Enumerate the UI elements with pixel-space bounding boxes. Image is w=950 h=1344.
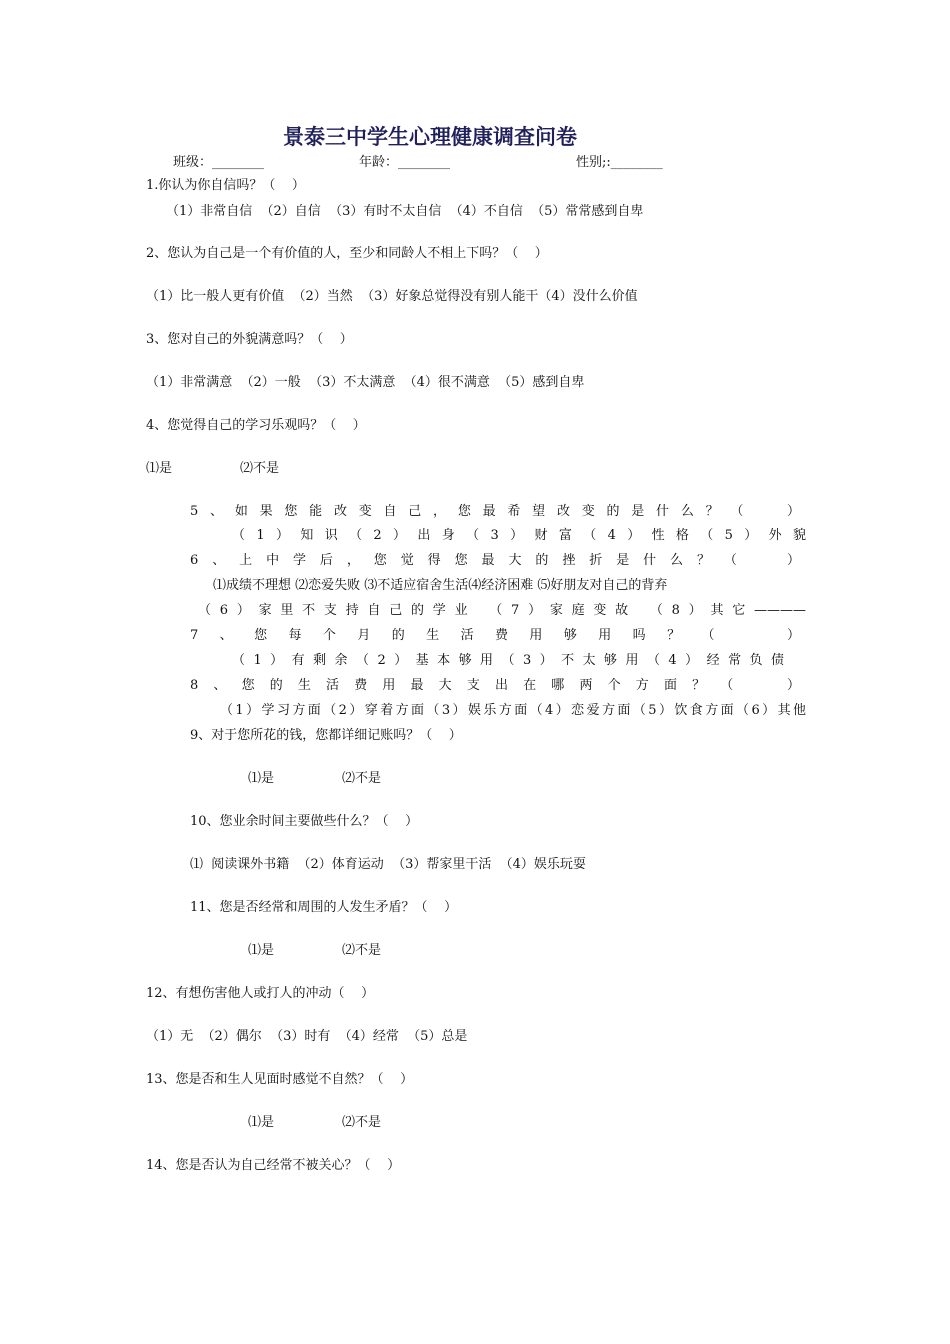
question-11: 11、您是否经常和周围的人发生矛盾？（ ）	[190, 900, 458, 915]
question-4-option-yes: ⑴是	[146, 461, 173, 476]
question-10: 10、您业余时间主要做些什么？（ ）	[190, 814, 419, 829]
class-field-label: 班级：________	[173, 155, 265, 170]
question-12-options: （1）无 （2）偶尔 （3）时有 （4）经常 （5）总是	[146, 1029, 468, 1044]
question-8: 8、您的生活费用最大支出在哪两个方面？（ ）	[190, 678, 800, 693]
question-4-option-no: ⑵不是	[240, 461, 280, 476]
question-8-options: （1）学习方面（2）穿着方面（3）娱乐方面（4）恋爱方面（5）饮食方面（6）其他	[220, 703, 806, 718]
question-3: 3、您对自己的外貌满意吗？（ ）	[146, 332, 353, 347]
question-10-options: ⑴ 阅读课外书籍 （2）体育运动 （3）帮家里干活 （4）娱乐玩耍	[190, 857, 586, 872]
question-6-options-a: ⑴成绩不理想 ⑵恋爱失败 ⑶不适应宿舍生活⑷经济困难 ⑸好朋友对自己的背弃	[213, 578, 668, 593]
age-field-label: 年龄：________	[359, 155, 451, 170]
question-3-options: （1）非常满意 （2）一般 （3）不太满意 （4）很不满意 （5）感到自卑	[146, 375, 585, 390]
question-9-option-no: ⑵不是	[342, 771, 382, 786]
page-title: 景泰三中学生心理健康调查问卷	[283, 125, 577, 149]
question-7-options: （1）有剩余（2）基本够用（3）不太够用（4）经常负债	[232, 653, 784, 668]
question-1-options: （1）非常自信 （2）自信 （3）有时不太自信 （4）不自信 （5）常常感到自卑	[166, 204, 644, 219]
question-2-options: （1）比一般人更有价值 （2）当然 （3）好象总觉得没有别人能干（4）没什么价值	[146, 289, 638, 304]
question-4: 4、您觉得自己的学习乐观吗？（ ）	[146, 418, 366, 433]
question-13: 13、您是否和生人见面时感觉不自然？（ ）	[146, 1072, 414, 1087]
question-5-options: （1）知识（2）出身（3）财富（4）性格（5）外貌	[232, 528, 806, 543]
question-13-option-no: ⑵不是	[342, 1115, 382, 1130]
question-5: 5、如果您能改变自己，您最希望改变的是什么？（ ）	[190, 504, 800, 519]
question-11-option-no: ⑵不是	[342, 943, 382, 958]
question-9-option-yes: ⑴是	[248, 771, 275, 786]
question-7: 7、您每个月的生活费用够用吗？（ ）	[190, 628, 800, 643]
question-12: 12、有想伤害他人或打人的冲动（ ）	[146, 986, 375, 1001]
question-2: 2、您认为自己是一个有价值的人，至少和同龄人不相上下吗？（ ）	[146, 246, 548, 261]
question-6: 6、上中学后，您觉得您最大的挫折是什么？（ ）	[190, 553, 800, 568]
question-13-option-yes: ⑴是	[248, 1115, 275, 1130]
question-11-option-yes: ⑴是	[248, 943, 275, 958]
question-9: 9、对于您所花的钱，您都详细记账吗？（ ）	[190, 728, 462, 743]
question-1: 1.你认为你自信吗？（ ）	[146, 178, 305, 193]
question-14: 14、您是否认为自己经常不被关心？（ ）	[146, 1158, 401, 1173]
question-6-options-b: （6）家里不支持自己的学业 （7）家庭变故 （8）其它————	[198, 603, 806, 618]
gender-field-label: 性别;:________	[576, 155, 663, 170]
